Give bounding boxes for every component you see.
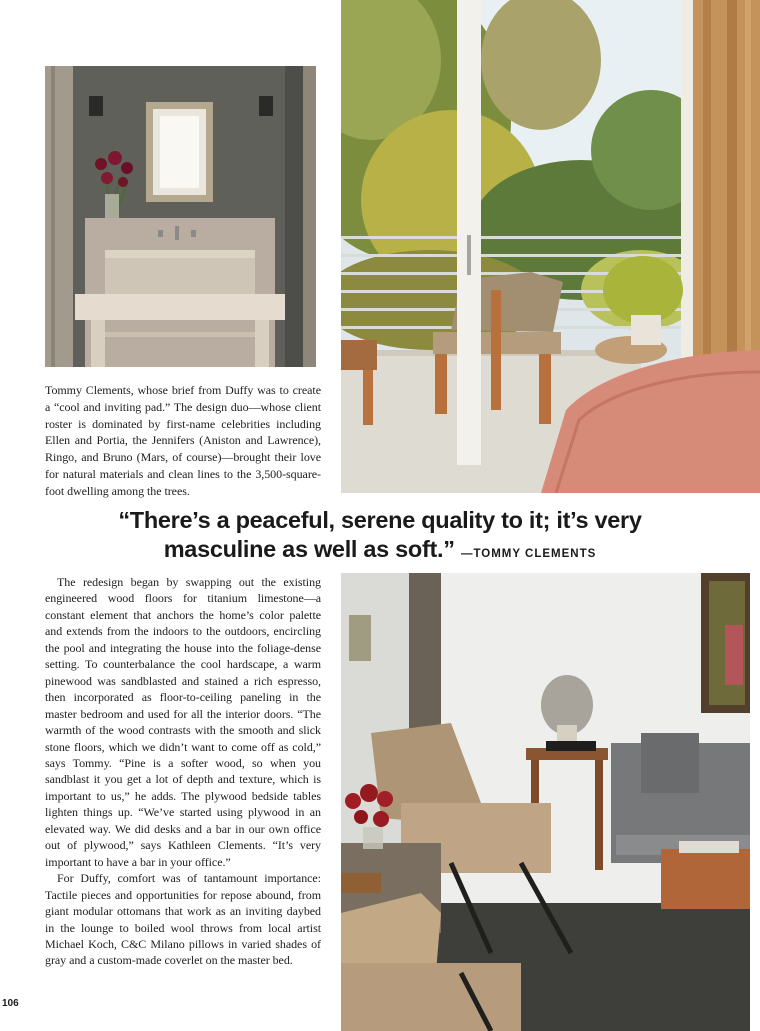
article-body [45, 574, 321, 969]
body-paragraph: For Duffy, comfort was of tantamount importance: Tactile pieces and opportunities for repose abound, from giant modular ottomans that work as an inviting daybed in the lounge to boiled wool throws from local artist Michael Koch, C&C Milano pillows in varied shades of gray and a custom-made coverlet on the master bed. [45, 871, 321, 968]
balcony-view-photo [341, 0, 760, 493]
pull-quote [30, 506, 730, 569]
page-number: 106 [2, 998, 19, 1009]
pull-quote-attribution: —TOMMY CLEMENTS [460, 548, 597, 560]
photo-caption: Tommy Clements, whose brief from Duffy was to create a “cool and inviting pad.” The design duo—whose client roster is dominated by first-name celebrities including Ellen and Portia, the Jennifers (Aniston and Lawrence), Ringo, and Bruno (Mars, of course)—brought their love for natural materials and clean lines to the 3,500-square-foot dwelling among the trees. [45, 383, 321, 498]
pull-quote-line-2 [30, 535, 730, 569]
bathroom-vanity-photo [45, 66, 316, 367]
pull-quote-line-1: “There’s a peaceful, serene quality to it; it’s very [118, 507, 642, 533]
lounge-photo [341, 573, 750, 1031]
body-paragraph: The redesign began by swapping out the existing engineered wood floors for titanium limestone—a constant element that anchors the home’s color palette and extends from the indoors to the outdoors, encircling the pool and integrating the house into the foliage-dense setting. To counterbalance the cool hardscape, a warm pinewood was sandblasted and stained a rich espresso, then incorporated as floor-to-ceiling paneling in the master bedroom and used for all the interior doors. “The warmth of the wood contrasts with the smooth and slick stone floors, which we didn’t want to come off as cold,” says Tommy. “Pine is a softer wood, so when you sandblast it you get a lot of depth and texture, which is important to us,” he adds. The plywood bedside tables lighten things up. “We’ve started using plywood in an elevated way. We did desks and a bar in our own office out of plywood,” says Kathleen Clements. “It’s very important to have a bar in your office.” [45, 575, 321, 869]
pull-quote-line-2-text: masculine as well as soft.” [163, 536, 455, 562]
